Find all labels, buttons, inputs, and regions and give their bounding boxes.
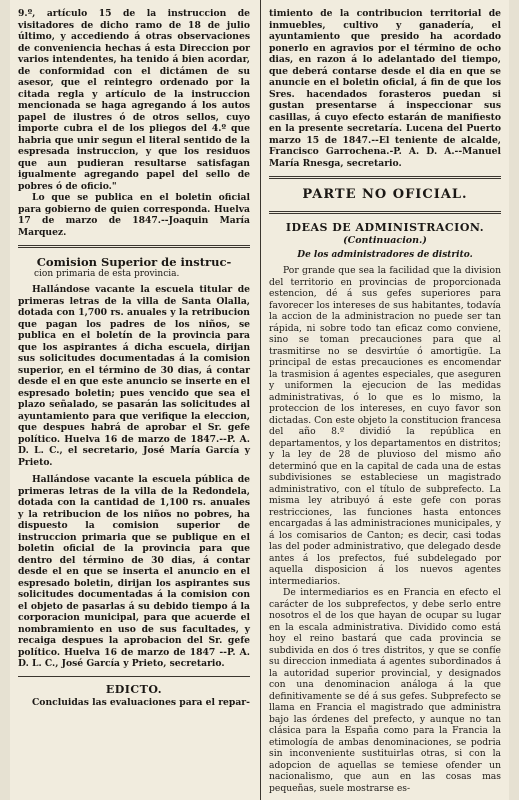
santa-olalla-notice: Hallándose vacante la escuela titular de primeras letras de la villa de Santa Olalla, dotada con 1,700 rs. anuales y la retribucion que pagan los padres de los niños, se publica en el boletín de la provincia para que los aspirantes á dicha escuela, dirijan sus solicitudes documentadas á la comision superior, en el término de 30 dias, á contar desde el en que este anuncio se inserte en el espresado boletin; pues vencido que sea el plazo señalado, se pasarán las solicitudes al ayuntamiento para que verifique la eleccion, que despues habrá de aprobar el Sr. gefe político. Huelva 16 de marzo de 1847.--P. A. D. L. C., el secretario, José María García y Prieto.	[18, 284, 250, 468]
article-paragraph-1: Por grande que sea la facilidad que la division del territorio en provincias de proporcionada estencion, dé á sus gefes superiores para favorecer los intereses de sus habitantes, todavía la accion de la administracion no puede ser tan rápida, ni sobre todo tan eficaz como conviene, sino se toman precauciones para que al trasmitirse no se desvirtúe ó amortigüe. La principal de estas precauciones es encomendar la trasmision á agentes especiales, que aseguren y uniformen la ejecucion de las medidas administrativas, ó lo que es lo mismo, la proteccion de los intereses, en cuyo favor son dictadas. Con este objeto la constitucion francesa del año 8.º dividió la república en departamentos, y los departamentos en distritos; y la ley de 28 de pluvioso del mismo año determinó que en la capital de cada una de estas subdivisiones se estableciese un magistrado administrativo, con el título de subprefecto. La misma ley atribuyó á este gefe con poras restricciones, las funciones hasta entonces encargadas á las administraciones municipales, y á los comisarios de Canton; es decir, casi todas las del poder administrativo, que delegado desde antes á los prefectos, fué subdelegado por aquella disposicion á los nuevos agentes intermediarios.	[269, 265, 501, 587]
comision-subheading: cion primaria de esta provincia.	[34, 269, 180, 279]
edicto-paragraph: Concluidas las evaluaciones para el repar-	[32, 696, 250, 708]
article-subtitle: De los administradores de distrito.	[297, 250, 473, 260]
comision-heading: Comision Superior de instruc-	[36, 255, 232, 269]
section-separator	[18, 676, 250, 677]
continuacion-label: (Continuacion.)	[343, 235, 427, 246]
newspaper-page	[10, 0, 509, 800]
edicto-heading: EDICTO.	[105, 682, 163, 696]
section-separator	[269, 211, 501, 214]
left-column	[18, 8, 250, 708]
ideas-heading: IDEAS DE ADMINISTRACION.	[285, 221, 485, 234]
lucena-notice: timiento de la contribucion territorial de inmuebles, cultivo y ganadería, el ayuntamiento que presido ha acordado ponerlo en agravios por el término de ocho dias, en razon á lo adelantado del tiempo, que deberá contarse desde el dia en que se anuncie en el boletin oficial, á fin de que los Sres. hacendados forasteros puedan si gustan presentarse á inspeccionar sus casillas, á cuyo efecto estarán de manifiesto en la presente secretaría. Lucena del Puerto marzo 15 de 1847.--El teniente de alcalde, Francisco Garrochena.-P. A. D. A.--Manuel María Rnesga, secretario.	[269, 8, 501, 169]
section-separator	[18, 245, 250, 248]
section-separator	[269, 176, 501, 179]
column-divider	[260, 0, 261, 800]
article-paragraph-2: De intermediarios es en Francia en efecto el carácter de los subprefectos, y debe serlo entre nosotros el de los que hayan de ocupar su lugar en la escala administrativa. Dividido como está hoy el reino bastará que cada provincia se subdivida en dos ó tres distritos, y que se confíe su direccion inmediata á agentes subordinados á la autoridad superior provincial, y designados con una denominacion análoga á la que definitivamente se dé á sus gefes. Subprefecto se llama en Francia el magistrado que administra bajo las órdenes del prefecto, y aunque no tan clásica para la España como para la Francia la etimología de ambas denominaciones, se podria sin inconveniente sustituirlas otras, si con la adopcion de aquellas se temiese ofender un nacionalismo, que aun en las cosas mas pequeñas, suele mostrarse es-	[269, 587, 501, 794]
publication-notice: Lo que se publica en el boletin oficial para gobierno de quien corresponda. Huelva 17 de marzo de 1847.--Joaquin María Marquez.	[18, 192, 250, 238]
redondela-notice: Hallándose vacante la escuela pública de primeras letras de la villa de la Redondela, dotada con la cantidad de 1,100 rs. anuales y la retribucion de los niños no pobres, ha dispuesto la comision superior de instruccion primaria que se publique en el boletin oficial de la provincia para que dentro del término de 30 dias, á contar desde el en que se inserta el anuncio en el espresado boletin, dirijan los aspirantes sus solicitudes documentadas á la comision con el objeto de pasarlas á su debido tiempo á la corporacion municipal, para que acuerde el nombramiento en uso de sus facultades, y recaiga despues la aprobacion del Sr. gefe político. Huelva 16 de marzo de 1847 --P. A. D. L. C., José García y Prieto, secretario.	[18, 474, 250, 669]
right-column	[269, 8, 501, 794]
regulation-paragraph: 9.º, artículo 15 de la instruccion de visitadores de dicho ramo de 18 de julio último, y accediendo á otras observaciones de conveniencia hechas á esta Direccion por varios intendentes, ha tenido á bien acordar, de conformidad con el dictámen de su asesor, que el reintegro ordenado por la citada regla y artículo de la instruccion mencionada se haga agregando á los autos papel de ilustres ó de otros sellos, cuyo importe cubra el de los pliegos del 4.º que habria que unir segun el literal sentido de la espresada instruccion, y que los residuos que aun pudieran resultarse satisfagan igualmente agregando papel del sello de pobres ó de oficio."	[18, 8, 250, 192]
parte-no-oficial-heading: PARTE NO OFICIAL.	[302, 187, 468, 202]
